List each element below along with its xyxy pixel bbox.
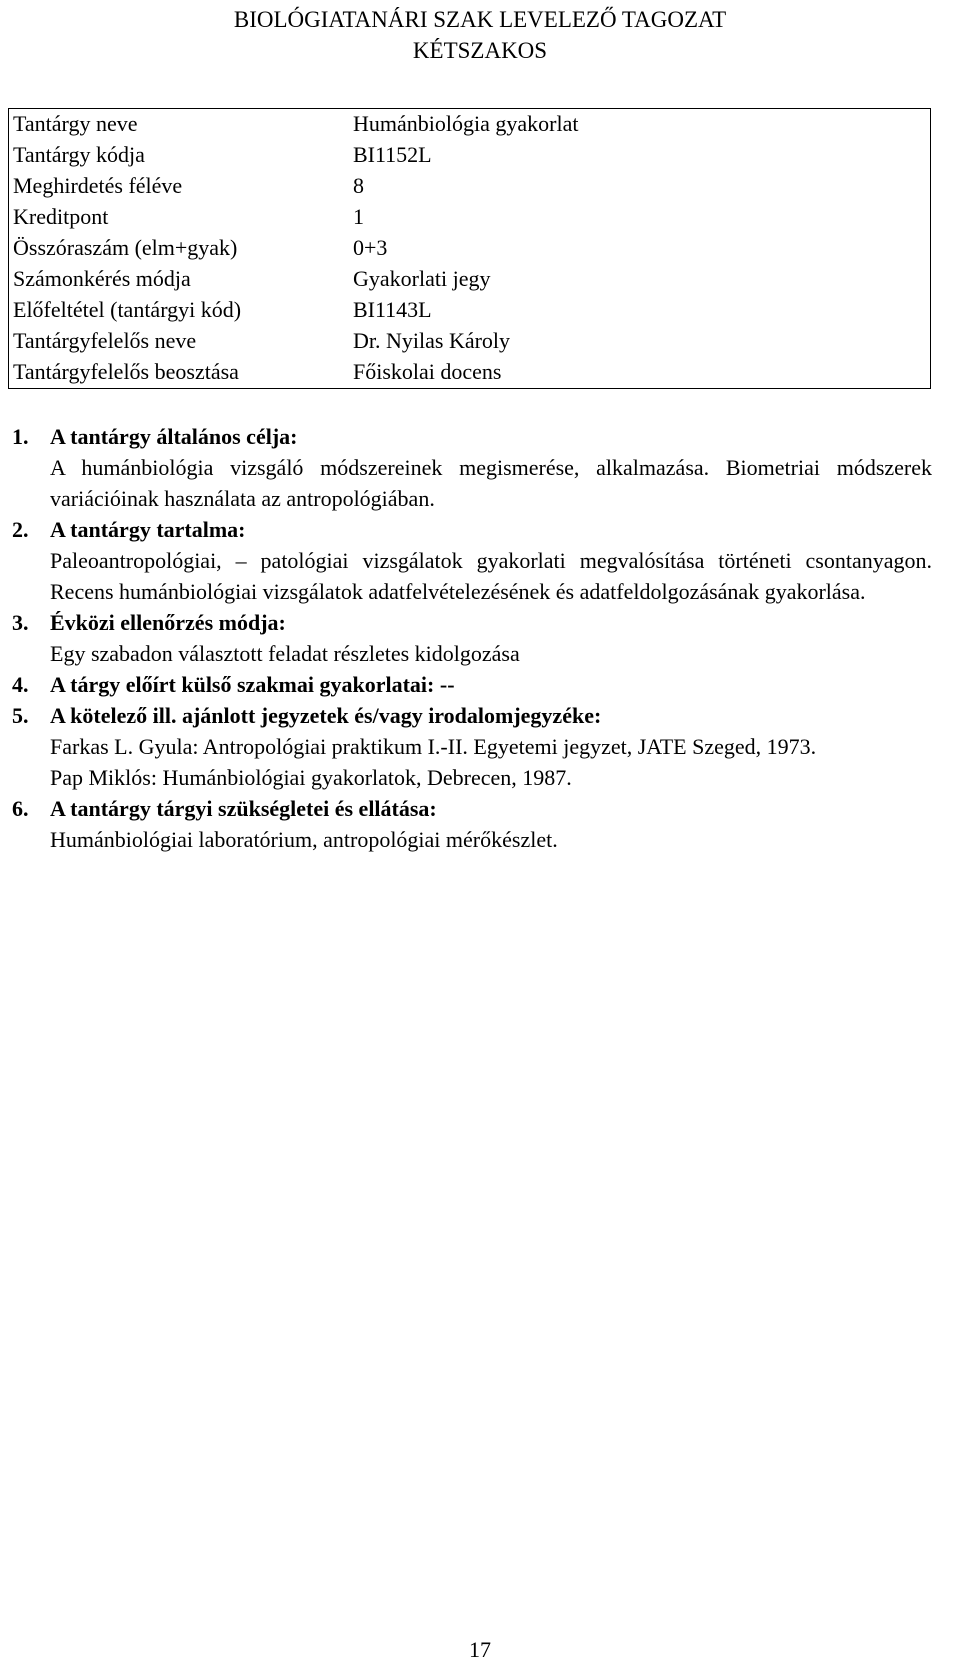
section-number: 6. — [12, 796, 29, 821]
table-row — [9, 140, 931, 171]
section-heading — [12, 421, 932, 452]
row-label: Előfeltétel (tantárgyi kód) — [13, 297, 242, 323]
row-label: Tantárgy kódja — [13, 142, 145, 168]
row-value: 8 — [353, 173, 364, 199]
section-requirements — [12, 793, 932, 855]
section-number: 4. — [12, 672, 29, 697]
row-value: Dr. Nyilas Károly — [353, 328, 511, 354]
table-row — [9, 202, 931, 233]
section-number: 2. — [12, 517, 29, 542]
row-value: 0+3 — [353, 235, 388, 261]
table-row — [9, 109, 931, 141]
row-label: Tantárgyfelelős beosztása — [13, 359, 239, 385]
section-heading — [12, 793, 932, 824]
section-title: A tárgy előírt külső szakmai gyakorlatai: -- — [50, 672, 455, 697]
section-general-goal — [12, 421, 932, 514]
section-paragraph: Paleoantropológiai, – patológiai vizsgálatok gyakorlati megvalósítása történeti csontanyagon. Recens humánbiológiai vizsgálatok adatfelvételezésének és adatfeldolgozásának gyakorlása. — [50, 548, 932, 604]
header-line-1: BIOLÓGIATANÁRI SZAK LEVELEZŐ TAGOZAT — [233, 7, 727, 32]
section-number: 5. — [12, 703, 29, 728]
section-assessment — [12, 607, 932, 669]
row-value: Gyakorlati jegy — [353, 266, 491, 292]
section-paragraph: Egy szabadon választott feladat részletes kidolgozása — [50, 641, 520, 666]
course-info-table — [8, 108, 931, 389]
document-header — [0, 4, 960, 66]
row-value: BI1152L — [353, 142, 432, 168]
row-value: 1 — [353, 204, 364, 230]
section-paragraph: A humánbiológia vizsgáló módszereinek megismerése, alkalmazása. Biometriai módszerek variációinak használata az antropológiában. — [50, 455, 932, 511]
section-body — [12, 452, 932, 514]
section-title: A tantárgy tárgyi szükségletei és ellátása: — [50, 796, 437, 821]
section-heading — [12, 669, 932, 700]
table-row — [9, 264, 931, 295]
row-label: Tantárgy neve — [13, 111, 138, 137]
section-external-practice — [12, 669, 932, 700]
section-body — [12, 731, 932, 793]
header-line-2: KÉTSZAKOS — [412, 38, 548, 63]
section-body — [12, 545, 932, 607]
row-label: Tantárgyfelelős neve — [13, 328, 197, 354]
table-row — [9, 171, 931, 202]
row-label: Számonkérés módja — [13, 266, 191, 292]
bibliography-entry: Farkas L. Gyula: Antropológiai praktikum I.-II. Egyetemi jegyzet, JATE Szeged, 1973. — [50, 734, 817, 759]
section-title: A kötelező ill. ajánlott jegyzetek és/vagy irodalomjegyzéke: — [50, 703, 602, 728]
section-number: 3. — [12, 610, 29, 635]
page-number: 17 — [469, 1637, 491, 1662]
section-heading — [12, 607, 932, 638]
table-row — [9, 357, 931, 389]
section-number: 1. — [12, 424, 29, 449]
section-content — [12, 514, 932, 607]
section-body — [12, 638, 932, 669]
section-heading — [12, 514, 932, 545]
section-title: A tantárgy általános célja: — [50, 424, 298, 449]
course-sections — [12, 421, 932, 855]
section-title: Évközi ellenőrzés módja: — [50, 610, 286, 635]
section-title: A tantárgy tartalma: — [50, 517, 246, 542]
section-paragraph: Humánbiológiai laboratórium, antropológiai mérőkészlet. — [50, 827, 558, 852]
row-value: Humánbiológia gyakorlat — [353, 111, 579, 137]
row-label: Összóraszám (elm+gyak) — [13, 235, 238, 261]
table-row — [9, 326, 931, 357]
row-label: Meghirdetés féléve — [13, 173, 183, 199]
row-value: Főiskolai docens — [353, 359, 502, 385]
row-label: Kreditpont — [13, 204, 109, 230]
section-heading — [12, 700, 932, 731]
bibliography-entry: Pap Miklós: Humánbiológiai gyakorlatok, Debrecen, 1987. — [50, 765, 572, 790]
table-row — [9, 295, 931, 326]
section-body — [12, 824, 932, 855]
table-row — [9, 233, 931, 264]
row-value: BI1143L — [353, 297, 432, 323]
section-bibliography — [12, 700, 932, 793]
